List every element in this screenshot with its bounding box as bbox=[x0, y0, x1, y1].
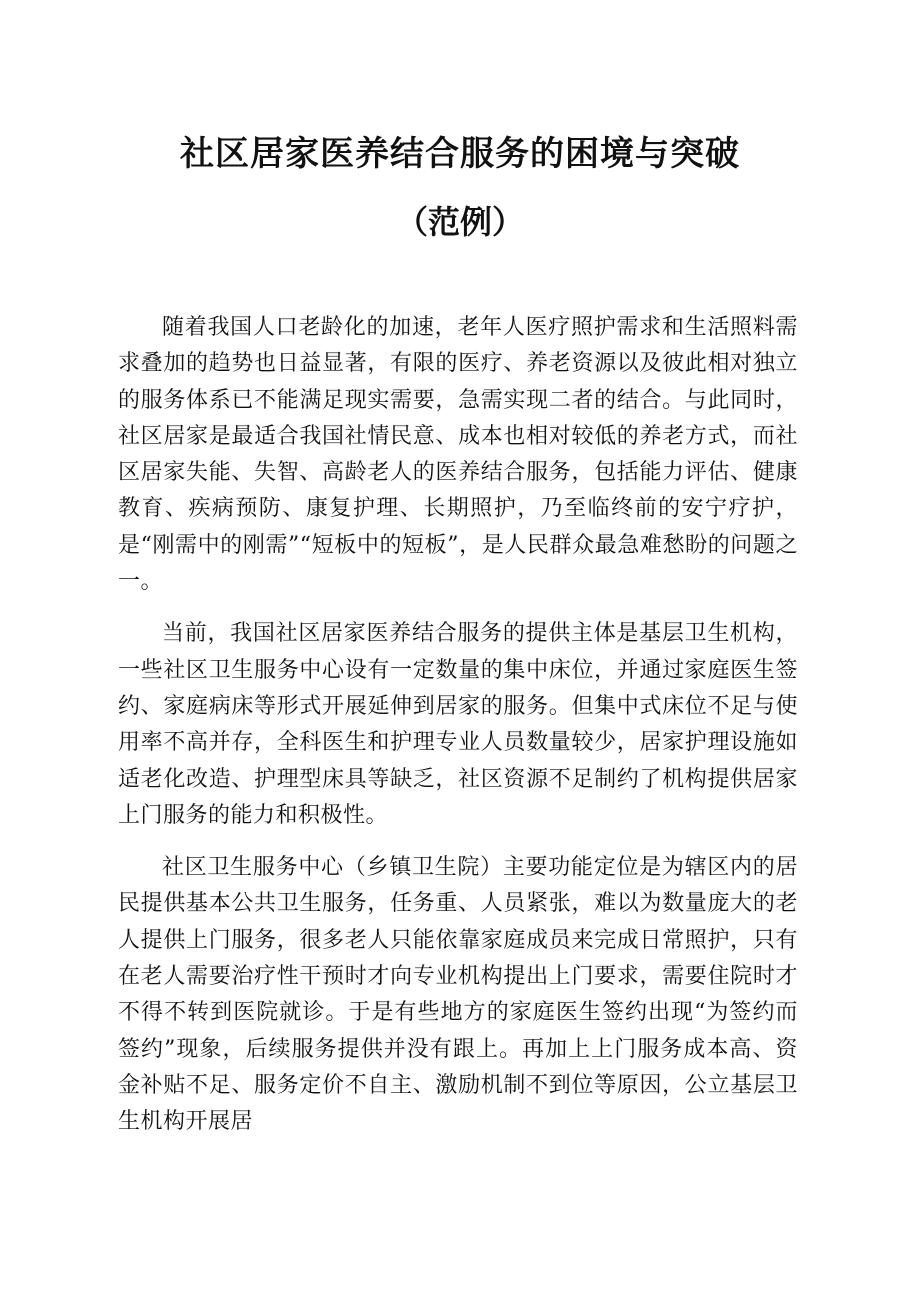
paragraph-2: 当前，我国社区居家医养结合服务的提供主体是基层卫生机构，一些社区卫生服务中心设有一定数量的集中床位，并通过家庭医生签约、家庭病床等形式开展延伸到居家的服务。但集中式床位不足与使用率不高并存，全科医生和护理专业人员数量较少，居家护理设施如适老化改造、护理型床具等缺乏，社区资源不足制约了机构提供居家上门服务的能力和积极性。 bbox=[118, 621, 798, 828]
document-subtitle: （范例） bbox=[395, 203, 524, 241]
paragraph-1: 随着我国人口老龄化的加速，老年人医疗照护需求和生活照料需求叠加的趋势也日益显著，有限的医疗、养老资源以及彼此相对独立的服务体系已不能满足现实需要，急需实现二者的结合。与此同时，社区居家是最适合我国社情民意、成本也相对较低的养老方式，而社区居家失能、失智、高龄老人的医养结合服务，包括能力评估、健康教育、疾病预防、康复护理、长期照护，乃至临终前的安宁疗护，是“刚需中的刚需”“短板中的短板”，是人民群众最急难愁盼的问题之一。 bbox=[118, 315, 798, 595]
document-title: 社区居家医养结合服务的困境与突破 bbox=[180, 134, 740, 174]
document-body bbox=[118, 310, 798, 1157]
paragraph-3: 社区卫生服务中心（乡镇卫生院）主要功能定位是为辖区内的居民提供基本公共卫生服务，任务重、人员紧张，难以为数量庞大的老人提供上门服务，很多老人只能依靠家庭成员来完成日常照护，只有在老人需要治疗性干预时才向专业机构提出上门要求，需要住院时才不得不转到医院就诊。于是有些地方的家庭医生签约出现“为签约而签约”现象，后续服务提供并没有跟上。再加上上门服务成本高、资金补贴不足、服务定价不自主、激励机制不到位等原因，公立基层卫生机构开展居 bbox=[118, 855, 798, 1135]
